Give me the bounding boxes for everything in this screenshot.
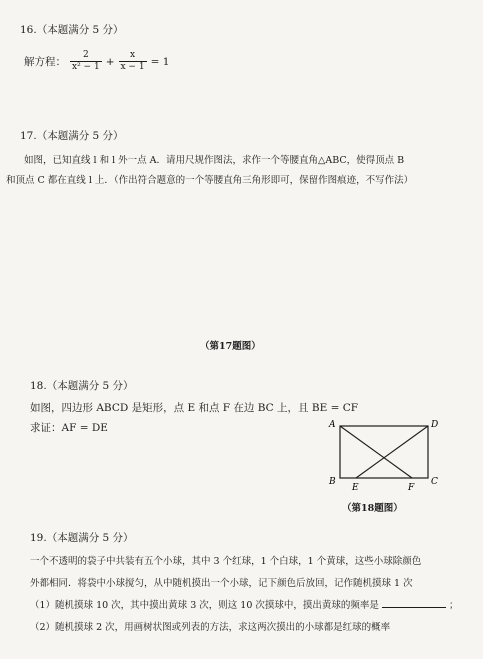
rectangle-abcd	[340, 426, 428, 478]
q19-line-1: 一个不透明的袋子中共装有五个小球，其中 3 个红球，1 个白球，1 个黄球，这些小球除颜色	[30, 556, 422, 567]
q18-header: 18.（本题满分 5 分）	[30, 380, 134, 392]
label-d: D	[431, 420, 439, 430]
q19-line-2: 外都相同．将袋中小球搅匀，从中随机摸出一个小球，记下颜色后放回，记作随机摸球 1 次	[30, 578, 413, 589]
label-c: C	[431, 477, 438, 487]
q17-figure-caption: （第17题图）	[200, 341, 261, 352]
segment-af	[340, 426, 412, 478]
q16-header: 16.（本题满分 5 分）	[20, 24, 124, 36]
q16-rhs: = 1	[150, 55, 170, 68]
q18-rectangle-figure	[320, 412, 440, 492]
q16-fraction-1	[70, 50, 102, 73]
q16-fraction-2	[119, 50, 147, 73]
q16-frac2-numerator: x	[119, 50, 147, 62]
q17-line-2: 和顶点 C 都在直线 l 上．（作出符合题意的一个等腰直角三角形即可，保留作图痕迹，不写作法）	[6, 175, 414, 186]
q18-figure-caption: （第18题图）	[342, 503, 403, 514]
q17-line-1: 如图，已知直线 l 和 l 外一点 A．请用尺规作图法，求作一个等腰直角△ABC，使得顶点 B	[24, 155, 405, 166]
q16-equation	[24, 50, 169, 73]
q16-prompt: 解方程：	[24, 56, 66, 68]
q16-frac1-denominator: x² − 1	[72, 62, 100, 72]
q18-line-2: 求证：AF = DE	[30, 422, 108, 434]
q16-plus: +	[105, 55, 115, 68]
q19-header: 19.（本题满分 5 分）	[30, 532, 134, 544]
label-e: E	[352, 483, 359, 492]
q19-part-1-end: ；	[448, 600, 459, 611]
label-b: B	[329, 477, 336, 487]
q16-frac2-denominator: x − 1	[120, 62, 145, 72]
q19-part-1	[30, 597, 458, 611]
q19-part-1-text: （1）随机摸球 10 次，其中摸出黄球 3 次，则这 10 次摸球中，摸出黄球的频率是	[30, 600, 379, 611]
q17-header: 17.（本题满分 5 分）	[20, 130, 124, 142]
q16-frac1-numerator: 2	[70, 50, 102, 62]
label-a: A	[329, 420, 336, 430]
q18-line-1: 如图，四边形 ABCD 是矩形，点 E 和点 F 在边 BC 上，且 BE = CF	[30, 402, 359, 414]
segment-de	[356, 426, 428, 478]
q19-part-2: （2）随机摸球 2 次，用画树状图或列表的方法，求这两次摸出的小球都是红球的概率	[30, 622, 391, 633]
label-f: F	[408, 483, 415, 492]
q19-answer-blank	[382, 598, 446, 608]
